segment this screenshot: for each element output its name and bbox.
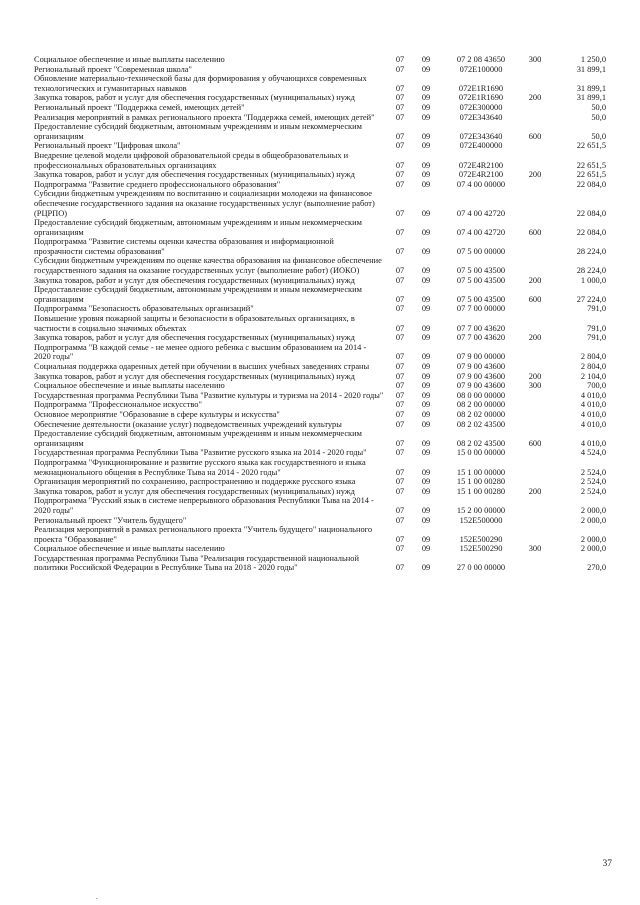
target-article-code: 07 5 00 43500 — [456, 275, 506, 285]
amount: 270,0 — [587, 563, 606, 573]
amount: 28 224,0 — [576, 246, 606, 256]
table-row — [34, 218, 606, 237]
amount: 22 651,5 — [576, 160, 606, 170]
target-article-code: 07 4 00 42720 — [456, 208, 506, 218]
section-code: 07 — [395, 275, 405, 285]
row-name: Государственная программа Республики Тыва "Развитие русского языка на 2014 - 2020 годы" — [34, 448, 367, 458]
table-row — [34, 420, 606, 430]
section-code: 07 — [395, 112, 405, 122]
target-article-code: 07 9 00 43600 — [456, 362, 506, 371]
subsection-code: 09 — [421, 266, 431, 276]
table-row — [34, 487, 606, 497]
table-row — [34, 362, 606, 372]
table-row — [34, 429, 606, 448]
target-article-code: 08 2 02 00000 — [456, 409, 506, 419]
section-code: 07 — [395, 102, 405, 112]
page-number: 37 — [602, 859, 612, 869]
amount: 28 224,0 — [576, 266, 606, 276]
expense-type-code: 300 — [528, 544, 542, 554]
section-code: 07 — [395, 294, 405, 304]
table-row — [34, 180, 606, 190]
subsection-code: 09 — [421, 160, 431, 170]
row-name: Предоставление субсидий бюджетным, автономным учреждениям и иным некоммерческим организациям — [34, 218, 362, 237]
target-article-code: 08 0 00 00000 — [456, 390, 506, 400]
row-name: Региональный проект "Современная школа" — [34, 64, 192, 74]
budget-table — [34, 55, 606, 573]
subsection-code: 09 — [421, 371, 431, 381]
amount: 2 000,0 — [580, 515, 606, 525]
target-article-code: 07 5 00 00000 — [456, 246, 506, 256]
expense-type-code: 600 — [528, 294, 542, 304]
target-article-code: 15 1 00 00280 — [456, 486, 506, 496]
amount: 22 084,0 — [576, 227, 606, 237]
amount: 31 899,1 — [576, 93, 606, 103]
amount: 50,0 — [591, 112, 606, 122]
section-code: 07 — [395, 467, 405, 477]
subsection-code: 09 — [421, 352, 431, 362]
amount: 2 804,0 — [580, 352, 606, 362]
subsection-code: 09 — [421, 505, 431, 515]
table-row — [34, 410, 606, 420]
target-article-code: 07 7 00 00000 — [456, 304, 506, 314]
target-article-code: 07 4 00 42720 — [456, 227, 506, 237]
table-row — [34, 400, 606, 410]
table-row — [34, 343, 606, 362]
target-article-code: 07 5 00 43500 — [456, 294, 506, 304]
table-row — [34, 113, 606, 123]
table-row — [34, 237, 606, 256]
table-row — [34, 525, 606, 544]
target-article-code: 152E500290 — [459, 534, 503, 544]
row-name: Предоставление субсидий бюджетным, автономным учреждениям и иным некоммерческим организациям — [34, 122, 362, 141]
table-row — [34, 544, 606, 554]
row-name: Субсидии бюджетным учреждениям по воспитанию и социализации молодежи на финансовое обеспечение государственного задания на оказание государственных услуг (выполнение работ) (РЦРПО) — [34, 189, 375, 218]
section-code: 07 — [395, 381, 405, 391]
section-code: 07 — [395, 227, 405, 237]
section-code: 07 — [395, 515, 405, 525]
expense-type-code: 200 — [528, 333, 542, 343]
section-code: 07 — [395, 93, 405, 103]
row-name: Социальное обеспечение и иные выплаты населению — [34, 544, 225, 554]
row-name: Подпрограмма "Профессиональное искусство" — [34, 400, 202, 410]
row-name: Закупка товаров, работ и услуг для обеспечения государственных (муниципальных) нужд — [34, 333, 355, 343]
amount: 31 899,1 — [576, 64, 606, 74]
subsection-code: 09 — [421, 390, 431, 400]
target-article-code: 15 1 00 00000 — [456, 467, 506, 477]
target-article-code: 07 9 00 43600 — [456, 381, 506, 391]
row-name: Повышение уровня пожарной защиты и безопасности в образовательных организациях, в частности в социально значимых объектах — [34, 314, 355, 333]
target-article-code: 07 2 08 43650 — [456, 55, 506, 64]
amount: 791,0 — [587, 304, 606, 314]
subsection-code: 09 — [421, 93, 431, 103]
section-code: 07 — [395, 505, 405, 515]
subsection-code: 09 — [421, 467, 431, 477]
table-row — [34, 448, 606, 458]
amount: 2 000,0 — [580, 544, 606, 554]
amount: 50,0 — [591, 102, 606, 112]
amount: 2 524,0 — [580, 477, 606, 487]
table-row — [34, 333, 606, 343]
amount: 22 651,5 — [576, 170, 606, 180]
amount: 4 010,0 — [580, 400, 606, 410]
subsection-code: 09 — [421, 448, 431, 458]
target-article-code: 07 7 00 43620 — [456, 323, 506, 333]
target-article-code: 07 7 00 43620 — [456, 333, 506, 343]
table-row — [34, 256, 606, 275]
target-article-code: 27 0 00 00000 — [456, 563, 506, 573]
table-row — [34, 391, 606, 401]
subsection-code: 09 — [421, 83, 431, 93]
subsection-code: 09 — [421, 294, 431, 304]
subsection-code: 09 — [421, 304, 431, 314]
table-row — [34, 304, 606, 314]
row-name: Подпрограмма "Развитие системы оценки качества образования и информационной прозрачности системы образования" — [34, 237, 334, 256]
target-article-code: 15 1 00 00280 — [456, 477, 506, 487]
expense-type-code: 200 — [528, 371, 542, 381]
amount: 2 524,0 — [580, 486, 606, 496]
subsection-code: 09 — [421, 381, 431, 391]
subsection-code: 09 — [421, 64, 431, 74]
amount: 791,0 — [587, 333, 606, 343]
subsection-code: 09 — [421, 419, 431, 429]
amount: 22 651,5 — [576, 141, 606, 151]
table-row — [34, 276, 606, 286]
section-code: 07 — [395, 304, 405, 314]
table-row — [34, 65, 606, 75]
subsection-code: 09 — [421, 208, 431, 218]
target-article-code: 072E343640 — [459, 112, 503, 122]
section-code: 07 — [395, 323, 405, 333]
subsection-code: 09 — [421, 227, 431, 237]
row-name: Обеспечение деятельности (оказание услуг) подведомственных учреждений культуры — [34, 419, 342, 429]
table-row — [34, 55, 606, 65]
amount: 22 084,0 — [576, 179, 606, 189]
amount: 4 010,0 — [580, 409, 606, 419]
row-name: Подпрограмма "Безопасность образовательных организаций" — [34, 304, 254, 314]
row-name: Предоставление субсидий бюджетным, автономным учреждениям и иным некоммерческим организациям — [34, 285, 362, 304]
section-code: 07 — [395, 160, 405, 170]
table-row — [34, 477, 606, 487]
subsection-code: 09 — [421, 131, 431, 141]
subsection-code: 09 — [421, 563, 431, 573]
subsection-code: 09 — [421, 141, 431, 151]
subsection-code: 09 — [421, 515, 431, 525]
section-code: 07 — [395, 544, 405, 554]
subsection-code: 09 — [421, 112, 431, 122]
amount: 2 000,0 — [580, 505, 606, 515]
row-name: Подпрограмма "В каждой семье - не менее одного ребенка с высшим образованием на 2014 - 2020 годы" — [34, 342, 367, 362]
section-code: 07 — [395, 438, 405, 448]
amount: 4 010,0 — [580, 390, 606, 400]
row-name: Закупка товаров, работ и услуг для обеспечения государственных (муниципальных) нужд — [34, 371, 355, 381]
table-row — [34, 93, 606, 103]
amount: 1 000,0 — [580, 275, 606, 285]
amount: 4 010,0 — [580, 438, 606, 448]
section-code: 07 — [395, 170, 405, 180]
expense-type-code: 200 — [528, 486, 542, 496]
subsection-code: 09 — [421, 486, 431, 496]
table-row — [34, 554, 606, 573]
section-code: 07 — [395, 179, 405, 189]
expense-type-code: 600 — [528, 227, 542, 237]
subsection-code: 09 — [421, 544, 431, 554]
target-article-code: 072E400000 — [459, 141, 503, 151]
row-name: Региональный проект "Цифровая школа" — [34, 141, 181, 151]
subsection-code: 09 — [421, 55, 431, 64]
subsection-code: 09 — [421, 409, 431, 419]
row-name: Социальное обеспечение и иные выплаты населению — [34, 381, 225, 391]
table-row — [34, 458, 606, 477]
row-name: Социальное обеспечение и иные выплаты населению — [34, 55, 225, 64]
amount: 50,0 — [591, 131, 606, 141]
target-article-code: 072E4R2100 — [458, 160, 504, 170]
target-article-code: 07 5 00 43500 — [456, 266, 506, 276]
table-row — [34, 285, 606, 304]
table-row — [34, 141, 606, 151]
section-code: 07 — [395, 486, 405, 496]
subsection-code: 09 — [421, 323, 431, 333]
subsection-code: 09 — [421, 275, 431, 285]
table-row — [34, 516, 606, 526]
section-code: 07 — [395, 400, 405, 410]
row-name: Региональный проект "Поддержка семей, имеющих детей" — [34, 102, 245, 112]
expense-type-code: 200 — [528, 170, 542, 180]
row-name: Обновление материально-технической базы для формирования у обучающихся современных технологических и гуманитарных навыков — [34, 74, 367, 93]
target-article-code: 07 4 00 00000 — [456, 179, 506, 189]
row-name: Внедрение целевой модели цифровой образовательной среды в общеобразовательных и профессиональных образовательных организациях — [34, 150, 349, 170]
row-name: Основное мероприятие "Образование в сфере культуры и искусства" — [34, 409, 280, 419]
subsection-code: 09 — [421, 179, 431, 189]
amount: 2 804,0 — [580, 362, 606, 371]
target-article-code: 15 2 00 00000 — [456, 505, 506, 515]
section-code: 07 — [395, 64, 405, 74]
table-row — [34, 496, 606, 515]
target-article-code: 072E100000 — [459, 64, 503, 74]
row-name: Социальная поддержка одаренных детей при обучении в высших учебных заведениях страны — [34, 362, 370, 371]
amount: 4 524,0 — [580, 448, 606, 458]
row-name: Реализация мероприятий в рамках регионального проекта "Поддержка семей, имеющих детей" — [34, 112, 375, 122]
section-code: 07 — [395, 563, 405, 573]
expense-type-code: 600 — [528, 131, 542, 141]
subsection-code: 09 — [421, 170, 431, 180]
section-code: 07 — [395, 390, 405, 400]
section-code: 07 — [395, 141, 405, 151]
subsection-code: 09 — [421, 333, 431, 343]
section-code: 07 — [395, 246, 405, 256]
amount: 22 084,0 — [576, 208, 606, 218]
target-article-code: 072E300000 — [459, 102, 503, 112]
table-row — [34, 122, 606, 141]
section-code: 07 — [395, 362, 405, 371]
row-name: Предоставление субсидий бюджетным, автономным учреждениям и иным некоммерческим организациям — [34, 429, 362, 448]
subsection-code: 09 — [421, 362, 431, 371]
target-article-code: 072E1R1690 — [458, 83, 504, 93]
section-code: 07 — [395, 477, 405, 487]
section-code: 07 — [395, 409, 405, 419]
table-row — [34, 381, 606, 391]
target-article-code: 15 0 00 00000 — [456, 448, 506, 458]
table-row — [34, 189, 606, 218]
expense-type-code: 600 — [528, 438, 542, 448]
amount: 31 899,1 — [576, 83, 606, 93]
row-name: Закупка товаров, работ и услуг для обеспечения государственных (муниципальных) нужд — [34, 170, 355, 180]
row-name: Подпрограмма "Развитие среднего профессионального образования" — [34, 179, 281, 189]
section-code: 07 — [395, 131, 405, 141]
amount: 4 010,0 — [580, 419, 606, 429]
section-code: 07 — [395, 534, 405, 544]
expense-type-code: 300 — [528, 55, 542, 64]
table-row — [34, 74, 606, 93]
amount: 1 250,0 — [580, 55, 606, 64]
row-name: Закупка товаров, работ и услуг для обеспечения государственных (муниципальных) нужд — [34, 275, 355, 285]
target-article-code: 08 2 02 43500 — [456, 438, 506, 448]
section-code: 07 — [395, 419, 405, 429]
subsection-code: 09 — [421, 246, 431, 256]
amount: 2 524,0 — [580, 467, 606, 477]
target-article-code: 152E500000 — [459, 515, 503, 525]
amount: 2 000,0 — [580, 534, 606, 544]
amount: 700,0 — [587, 381, 606, 391]
section-code: 07 — [395, 448, 405, 458]
row-name: Государственная программа Республики Тыва "Развитие культуры и туризма на 2014 - 2020 годы" — [34, 390, 384, 400]
target-article-code: 07 9 00 43600 — [456, 371, 506, 381]
row-name: Организация мероприятий по сохранению, распространению и поддержке русского языка — [34, 477, 356, 487]
section-code: 07 — [395, 83, 405, 93]
table-row — [34, 103, 606, 113]
expense-type-code: 200 — [528, 93, 542, 103]
amount: 2 104,0 — [580, 371, 606, 381]
target-article-code: 072E1R1690 — [458, 93, 504, 103]
section-code: 07 — [395, 266, 405, 276]
target-article-code: 08 2 00 00000 — [456, 400, 506, 410]
row-name: Региональный проект "Учитель будущего" — [34, 515, 187, 525]
row-name: Подпрограмма "Русский язык в системе непрерывного образования Республики Тыва на 2014 - 2020 годы" — [34, 496, 374, 515]
section-code: 07 — [395, 208, 405, 218]
subsection-code: 09 — [421, 477, 431, 487]
subsection-code: 09 — [421, 438, 431, 448]
scan-mark: . — [96, 893, 98, 901]
section-code: 07 — [395, 333, 405, 343]
expense-type-code: 300 — [528, 381, 542, 391]
table-row — [34, 372, 606, 382]
table-row — [34, 170, 606, 180]
row-name: Государственная программа Республики Тыва "Реализация государственной национальной политики Российской Федерации в Республике Тыва на 2018 - 2020 годы" — [34, 553, 359, 573]
section-code: 07 — [395, 371, 405, 381]
table-row — [34, 151, 606, 170]
expense-type-code: 200 — [528, 275, 542, 285]
target-article-code: 072E343640 — [459, 131, 503, 141]
subsection-code: 09 — [421, 534, 431, 544]
table-row — [34, 314, 606, 333]
amount: 27 224,0 — [576, 294, 606, 304]
section-code: 07 — [395, 55, 405, 64]
section-code: 07 — [395, 352, 405, 362]
subsection-code: 09 — [421, 102, 431, 112]
target-article-code: 072E4R2100 — [458, 170, 504, 180]
row-name: Подпрограмма "Функционирование и развитие русского языка как государственного и языка межнационального общения в Республике Тыва на 2014 - 2020 годы" — [34, 457, 366, 477]
row-name: Закупка товаров, работ и услуг для обеспечения государственных (муниципальных) нужд — [34, 93, 355, 103]
row-name: Закупка товаров, работ и услуг для обеспечения государственных (муниципальных) нужд — [34, 486, 355, 496]
row-name: Реализация мероприятий в рамках регионального проекта "Учитель будущего" национального проекта "Образование" — [34, 525, 373, 544]
target-article-code: 152E500290 — [459, 544, 503, 554]
target-article-code: 07 9 00 00000 — [456, 352, 506, 362]
subsection-code: 09 — [421, 400, 431, 410]
amount: 791,0 — [587, 323, 606, 333]
target-article-code: 08 2 02 43500 — [456, 419, 506, 429]
row-name: Субсидии бюджетным учреждениям по оценке качества образования на финансовое обеспечение государственного задания на оказание государственных услуг (выполнение работ) (ИОКО) — [34, 256, 382, 276]
